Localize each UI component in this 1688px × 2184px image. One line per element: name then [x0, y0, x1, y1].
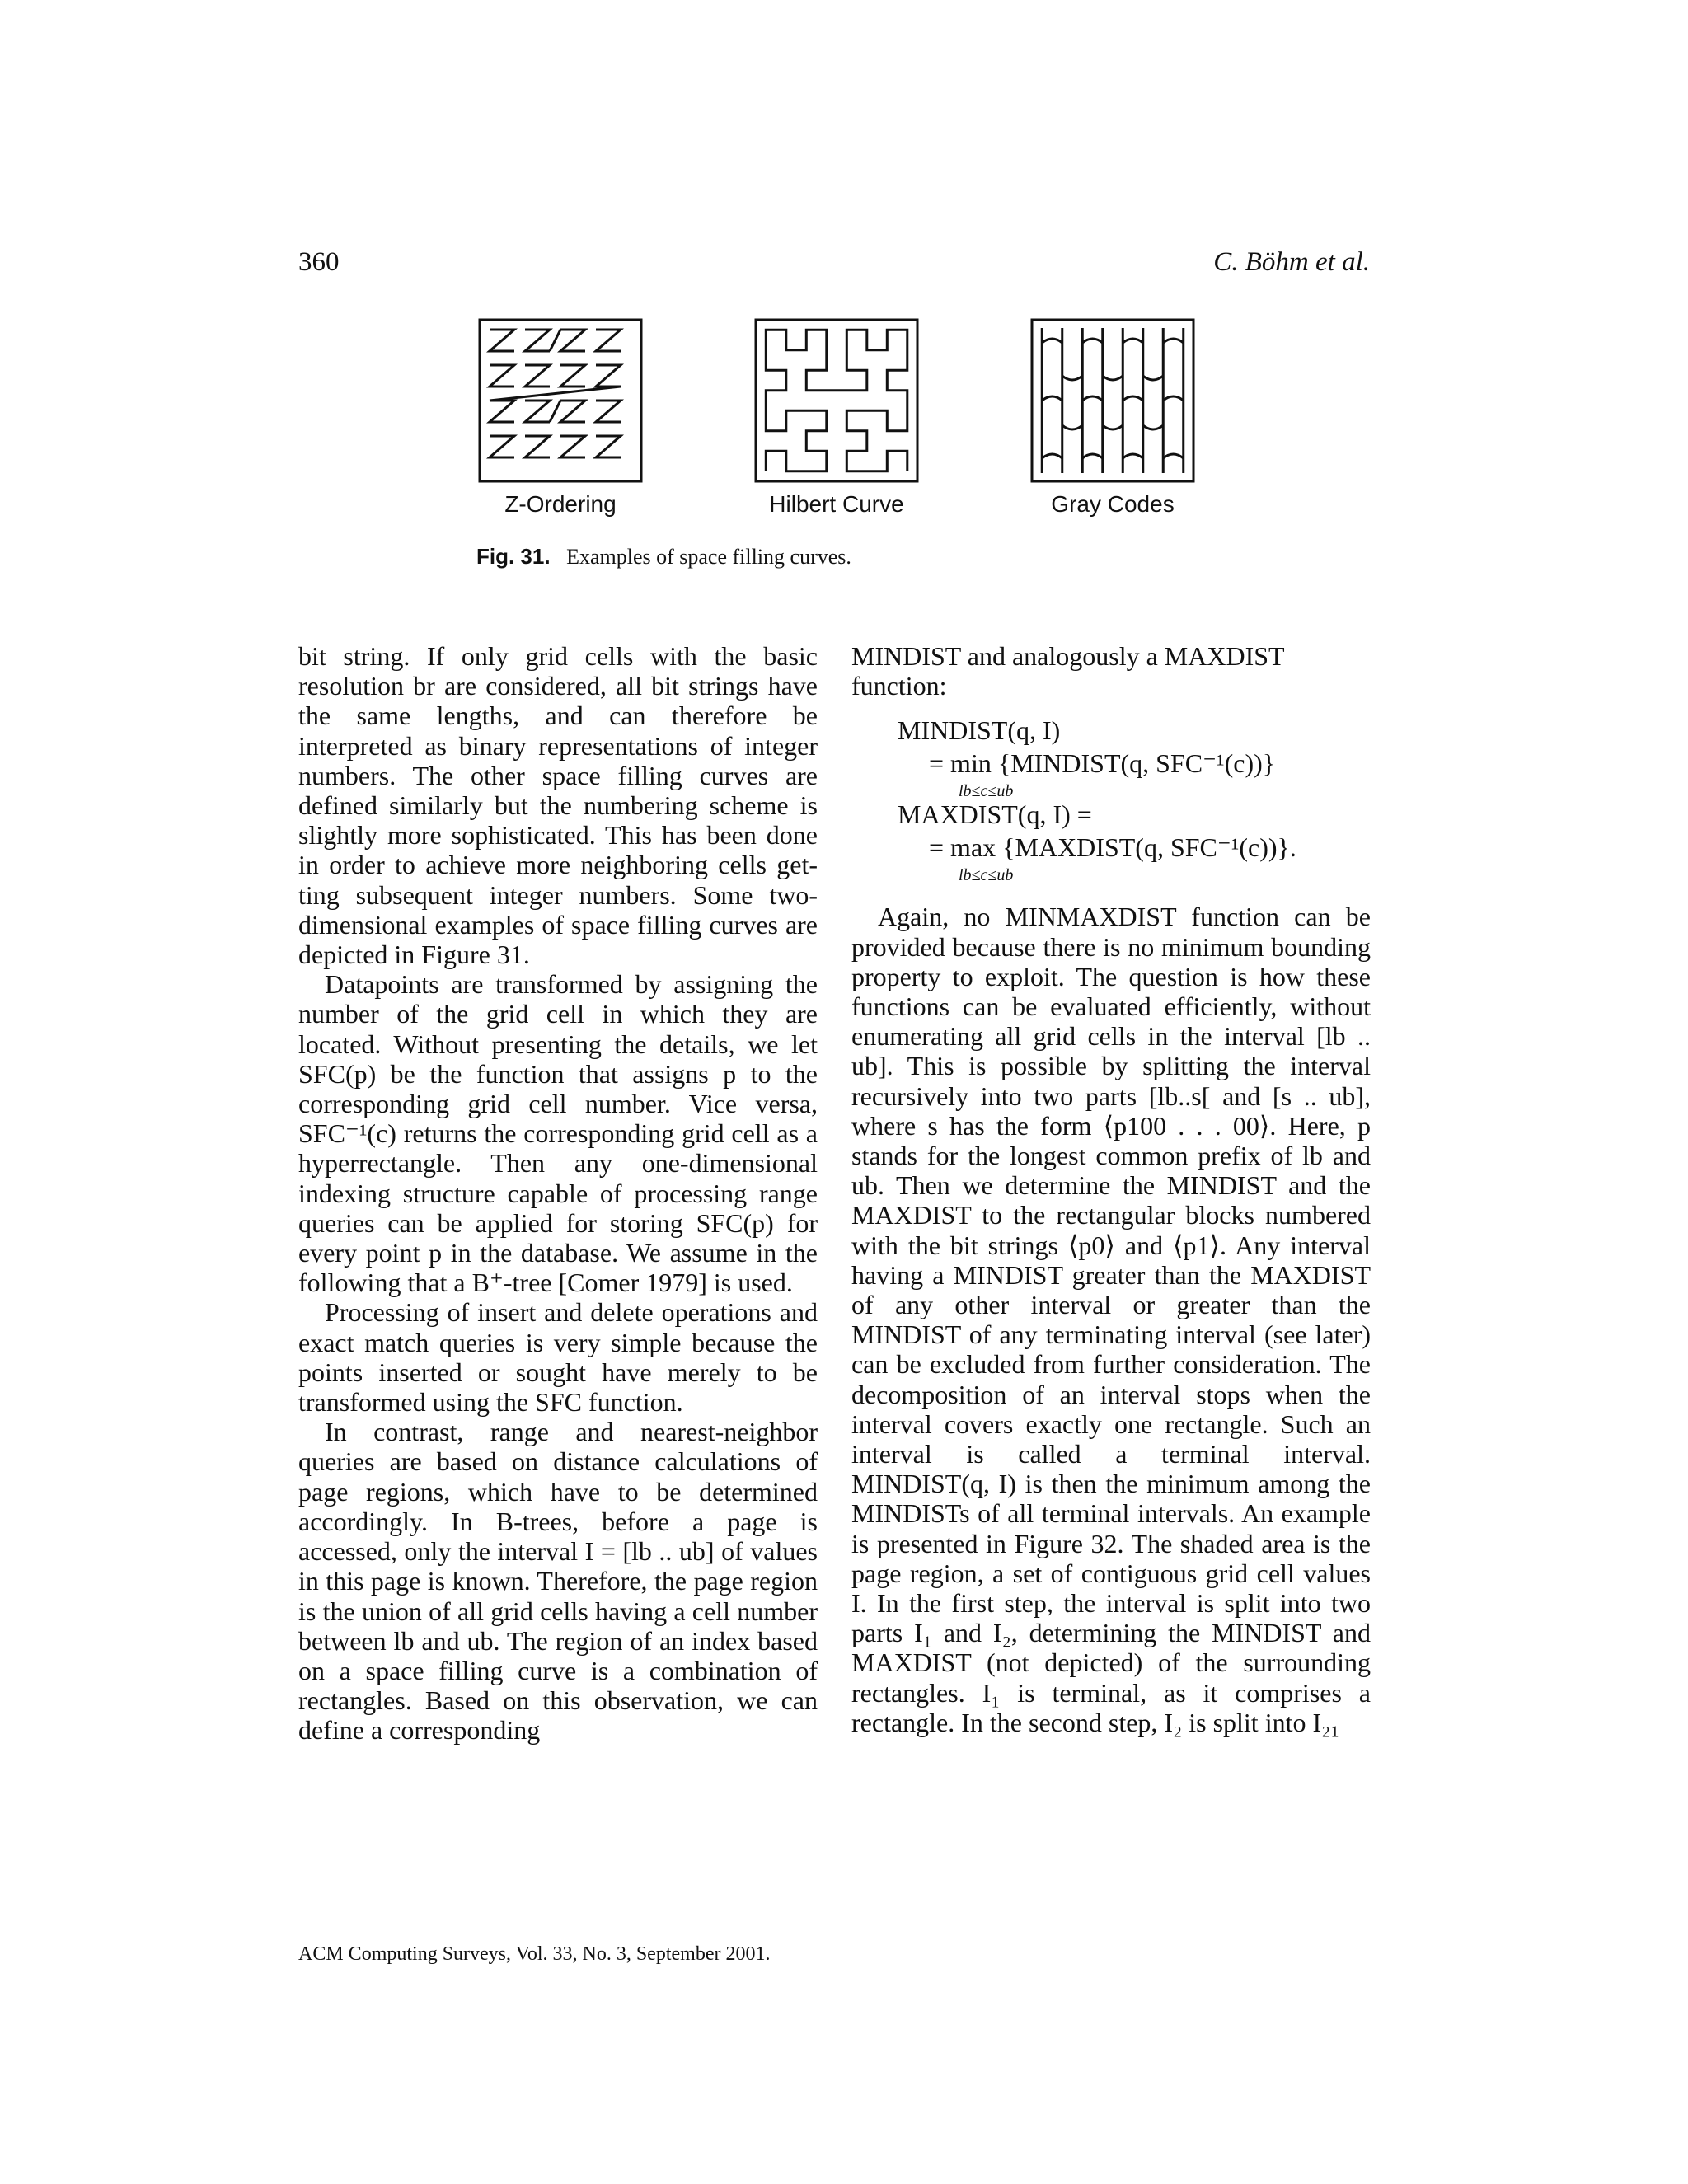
- paragraph: Again, no MINMAXDIST function can be provided because there is no minimum bounding property to exploit. The question is how these functions can be evaluated efficiently, without enumerating all grid cells in the interval [lb .. ub]. This is possible by splitting the interval recursively into two parts [lb..s[ and [s .. ub], where s has the form ⟨p100 . . . 00⟩. Here, p stands for the longest common prefix of lb and ub. Then we determine the MINDIST and the MAXDIST to the rectangular blocks numbered with the bit strings ⟨p0⟩ and ⟨p1⟩. Any interval having a MINDIST greater than the MAXDIST of any other interval or greater than the MINDIST of any terminating interval (see later) can be excluded from further consideration. The decomposition of an interval stops when the interval covers exactly one rectangle. Such an interval is called a terminal interval. MINDIST(q, I) is then the minimum among the MINDISTs of all terminal intervals. An example is presented in Figure 32. The shaded area is the page region, a set of contiguous grid cell values I. In the first step, the interval is split into two parts I₁ and I₂, determining the MINDIST and MAXDIST (not depicted) of the surrounding rectangles. I₁ is terminal, as it comprises a rectangle. In the second step, I₂ is split into I₂₁: [851, 902, 1371, 1737]
- gray-arc: [1042, 339, 1062, 343]
- z-segment: [490, 401, 514, 422]
- gray-arc: [1082, 396, 1103, 401]
- z-segment: [525, 401, 550, 422]
- page-footer: ACM Computing Surveys, Vol. 33, No. 3, September 2001.: [298, 1943, 771, 1965]
- z-segment: [596, 365, 621, 387]
- equation-block: [898, 714, 1371, 885]
- paragraph: bit string. If only grid cells with the basic resolution br are considered, all bit strings have the same lengths, and can therefore be interpreted as binary representations of integer numbers. The other space filling curves are defined similarly but the numbering scheme is slightly more sophisticated. This has been done in order to achieve more neighboring cells getting subsequent integer numbers. Some two-dimensional examples of space filling curves are depicted in Figure 31.: [298, 641, 818, 970]
- gray-arc: [1163, 396, 1184, 401]
- z-segment: [490, 365, 514, 387]
- equation-subscript: lb≤c≤ub: [959, 782, 1014, 801]
- z-segment: [596, 436, 621, 457]
- z-segment: [560, 330, 585, 351]
- gray-arc: [1163, 454, 1184, 458]
- z-segment: [596, 401, 621, 422]
- gray-arc: [1103, 425, 1123, 429]
- gray-codes-figure: [1030, 318, 1195, 483]
- z-segment: [525, 365, 550, 387]
- z-segment: [560, 401, 585, 422]
- gray-arc: [1123, 396, 1143, 401]
- z-ordering-curve: [478, 318, 643, 483]
- left-column: [298, 641, 818, 1746]
- gray-codes-label: Gray Codes: [1051, 491, 1175, 517]
- z-link: [550, 401, 560, 422]
- z-ordering-figure: [478, 318, 643, 483]
- right-column: [851, 641, 1371, 1737]
- hilbert-curve-label: Hilbert Curve: [769, 491, 904, 517]
- paragraph: Datapoints are transformed by assigning the number of the grid cell in which they are located. Without presenting the details, we let SFC(p) be the function that assigns p to the corresponding grid cell number. Vice versa, SFC⁻¹(c) returns the corresponding grid cell as a hyperrectangle. Then any one-dimensional indexing structure capable of processing range queries can be applied for storing SFC(p) for every point p in the database. We assume in the following that a B⁺-tree [Comer 1979] is used.: [298, 969, 818, 1298]
- gray-arc: [1103, 376, 1123, 380]
- gray-codes-curve: [1030, 318, 1195, 483]
- gray-arc: [1082, 339, 1103, 343]
- page-number: 360: [298, 247, 340, 277]
- z-segment: [560, 365, 585, 387]
- equation-rhs: = max {MAXDIST(q, SFC⁻¹(c))}.: [929, 832, 1296, 863]
- paragraph: MINDIST and analogously a MAXDIST function:: [851, 641, 1284, 701]
- z-segment: [490, 436, 514, 457]
- equation-line: MINDIST(q, I): [898, 715, 1061, 746]
- equation-line: [929, 747, 1371, 801]
- paragraph: Processing of insert and delete operations and exact match queries is very simple because the points inserted or sought have merely to be transformed using the SFC function.: [298, 1297, 818, 1418]
- hilbert-curve: [754, 318, 919, 483]
- z-segment: [490, 330, 514, 351]
- z-segment: [525, 436, 550, 457]
- gray-arc: [1062, 376, 1083, 380]
- figure-caption: [476, 544, 851, 569]
- hilbert-curve-figure: [754, 318, 919, 483]
- figure-number: Fig. 31.: [476, 544, 551, 569]
- z-segment: [525, 330, 550, 351]
- running-head: C. Böhm et al.: [1213, 247, 1370, 277]
- equation-rhs: = min {MINDIST(q, SFC⁻¹(c))}: [929, 748, 1276, 779]
- equation-subscript: lb≤c≤ub: [959, 866, 1014, 885]
- z-link: [490, 387, 621, 401]
- z-ordering-label: Z-Ordering: [504, 491, 617, 517]
- gray-arc: [1163, 339, 1184, 343]
- gray-arc: [1123, 454, 1143, 458]
- gray-arc: [1143, 425, 1164, 429]
- z-link: [550, 330, 560, 351]
- figure-caption-text: Examples of space filling curves.: [566, 545, 851, 569]
- z-segment: [560, 436, 585, 457]
- gray-arc: [1082, 454, 1103, 458]
- gray-arc: [1123, 339, 1143, 343]
- gray-arc: [1143, 376, 1164, 380]
- gray-arc: [1062, 425, 1083, 429]
- gray-arc: [1042, 396, 1062, 401]
- gray-arc: [1042, 454, 1062, 458]
- z-segment: [596, 330, 621, 351]
- equation-line: [929, 831, 1371, 885]
- equation-line: MAXDIST(q, I) =: [898, 799, 1092, 830]
- paragraph: In contrast, range and nearest-neighbor queries are based on distance calculations of page regions, which have to be determined accordingly. In B-trees, before a page is accessed, only the interval I = [lb .. ub] of values in this page is known. Therefore, the page region is the union of all grid cells having a cell number between lb and ub. The region of an index based on a space filling curve is a combination of rectangles. Based on this observation, we can define a corresponding: [298, 1417, 818, 1746]
